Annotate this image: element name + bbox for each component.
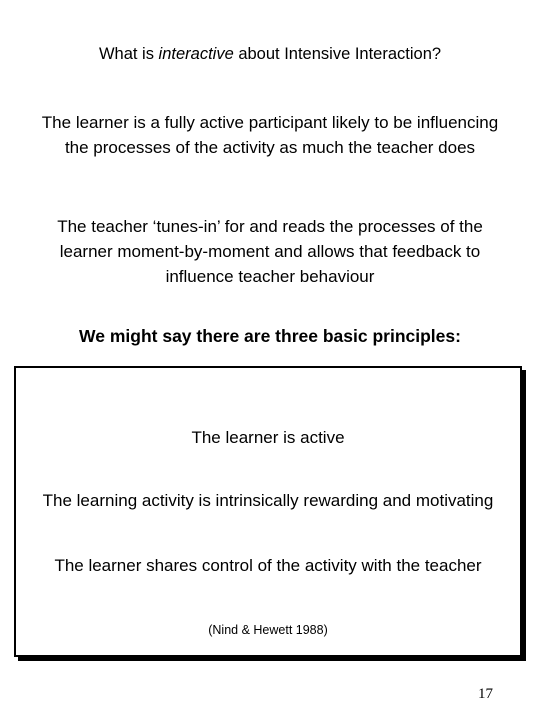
- heading-text-end: about Intensive Interaction?: [233, 45, 442, 63]
- principle-rewarding-activity: The learning activity is intrinsically rewarding and motivating: [42, 491, 494, 510]
- heading-emphasis: interactive: [158, 45, 234, 63]
- page-number: 17: [478, 686, 493, 702]
- principle-learner-active: The learner is active: [191, 428, 345, 447]
- principles-box: [14, 366, 522, 657]
- heading-text-start: What is: [98, 45, 159, 63]
- learner-paragraph: The learner is a fully active participant likely to be influencing the processes of the activity as much the teacher does: [41, 113, 499, 157]
- principles-intro: We might say there are three basic principles:: [79, 326, 461, 346]
- page-heading: [0, 44, 540, 64]
- citation: (Nind & Hewett 1988): [208, 623, 328, 637]
- teacher-paragraph: The teacher ‘tunes-in’ for and reads the processes of the learner moment-by-moment and allows that feedback to influence teacher behaviour: [57, 217, 483, 286]
- principle-shared-control: The learner shares control of the activity with the teacher: [54, 556, 482, 575]
